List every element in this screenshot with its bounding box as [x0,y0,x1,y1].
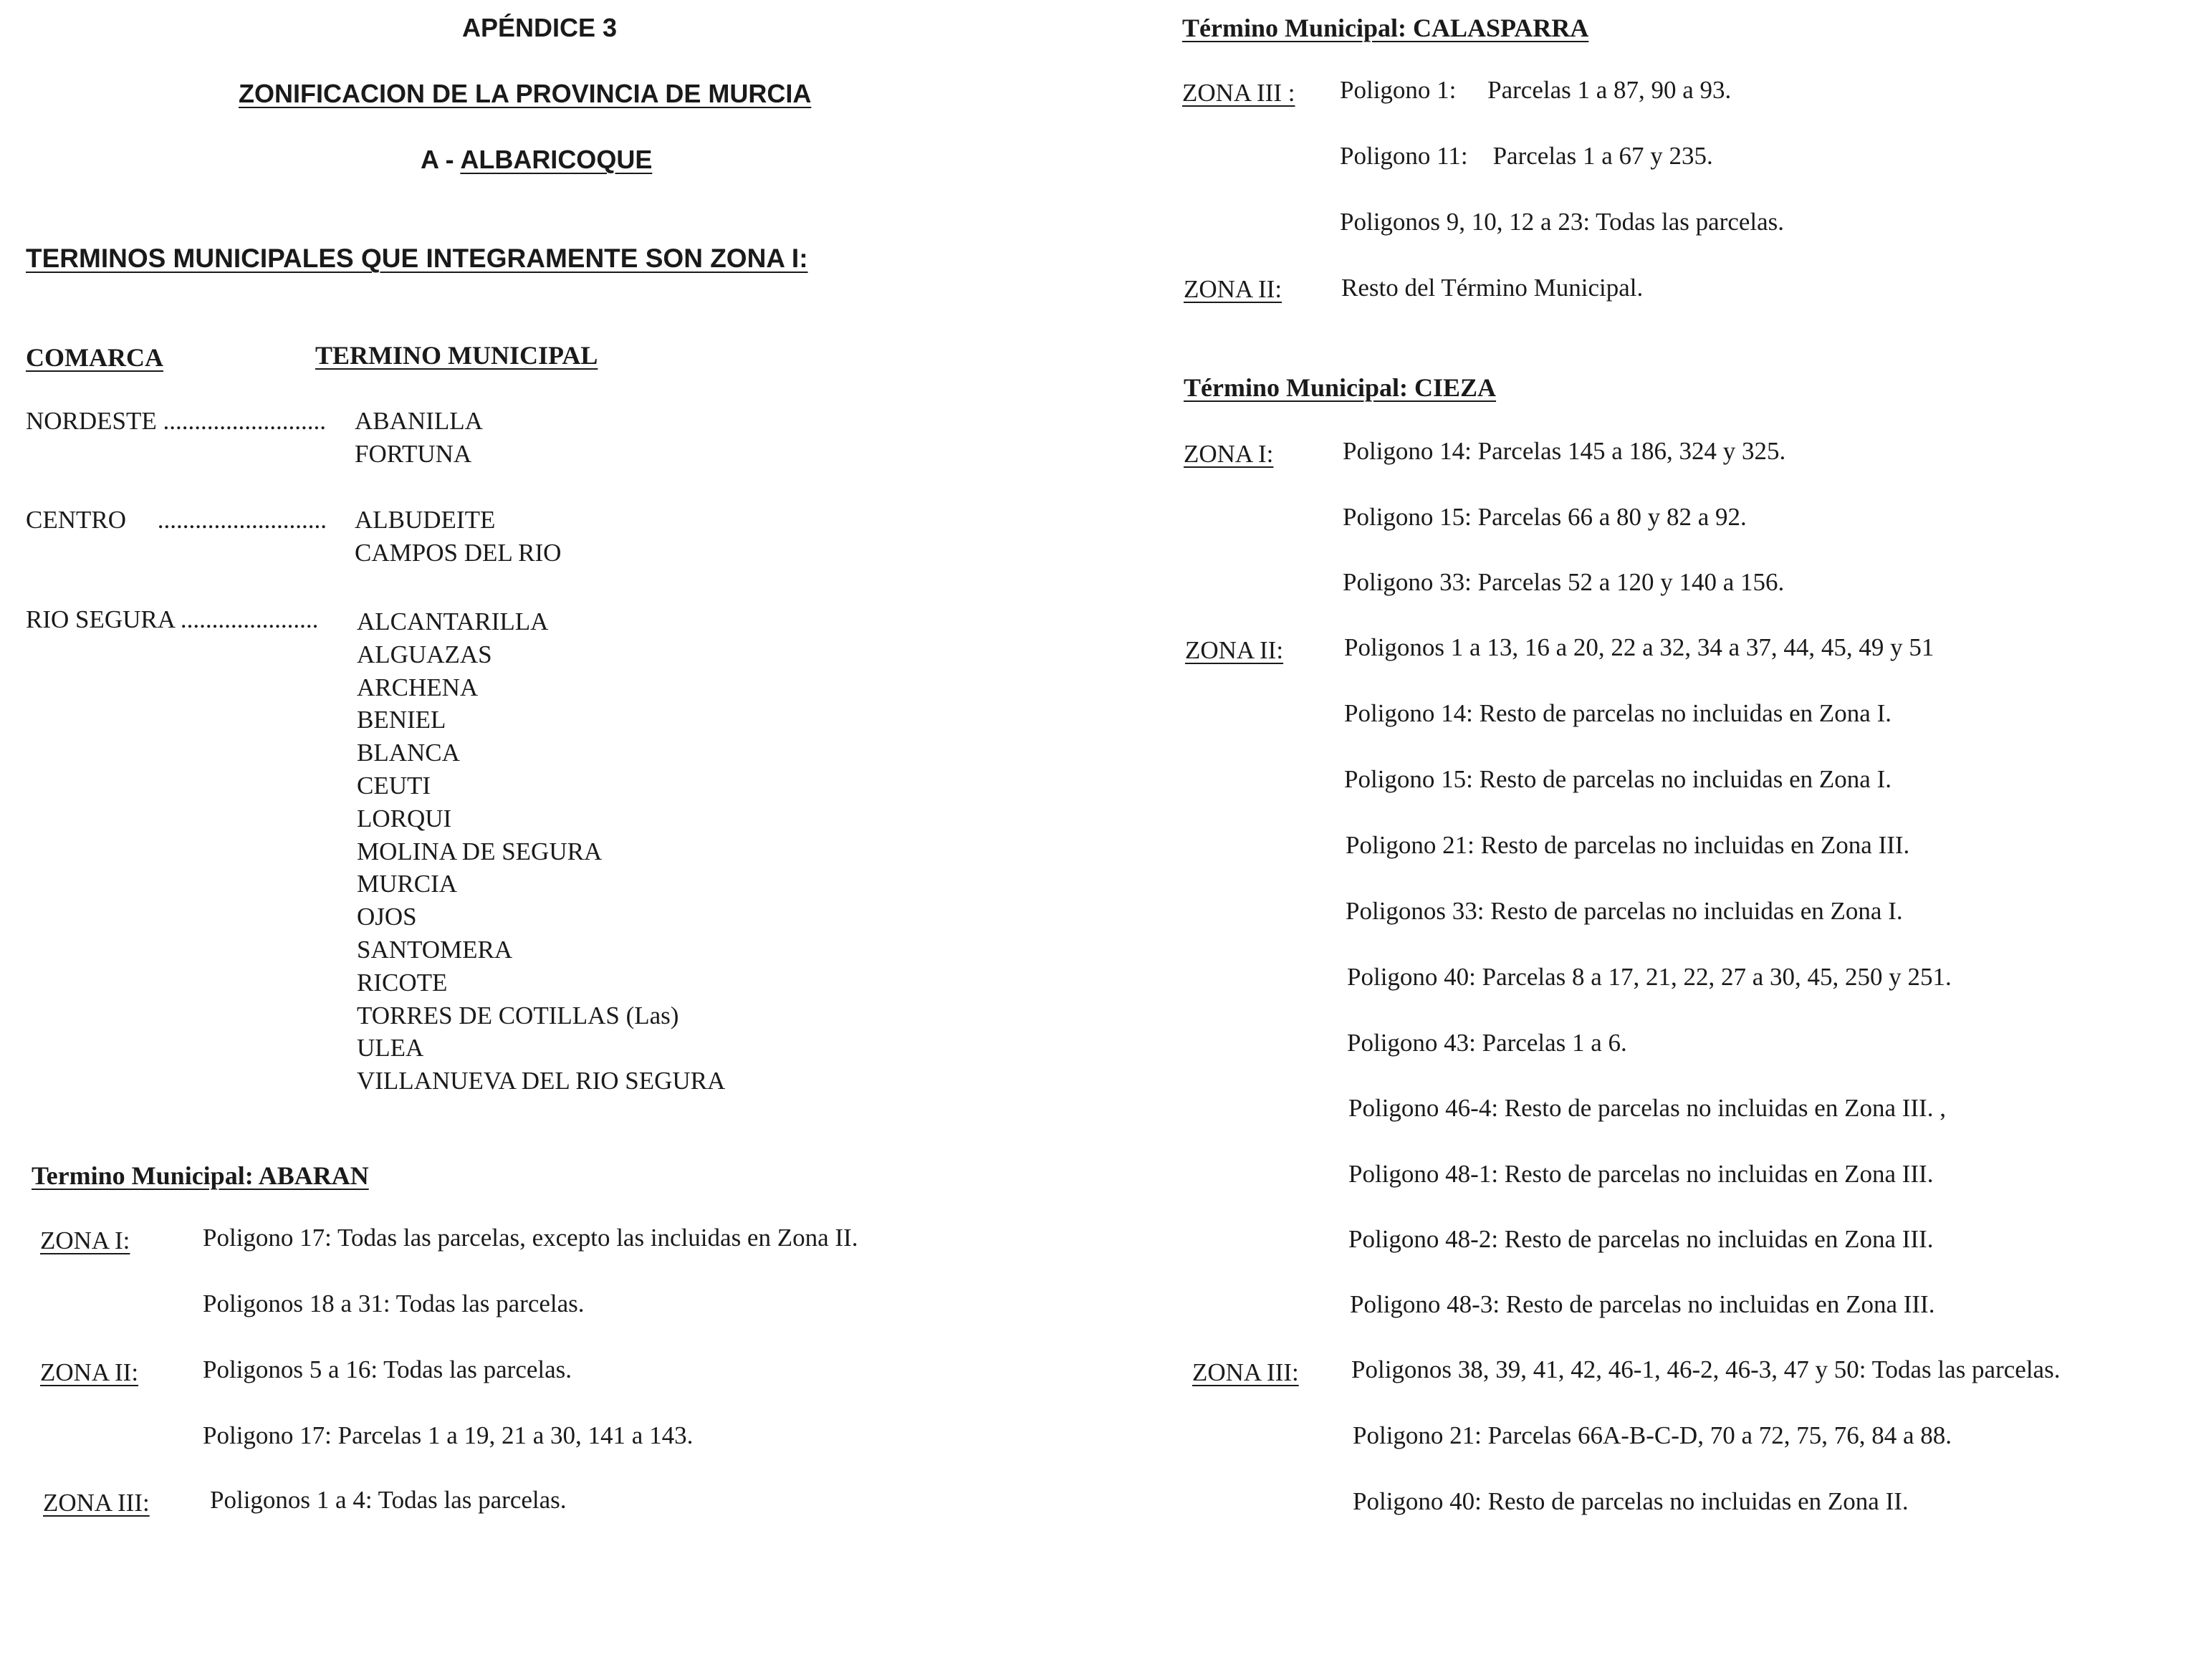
abaran-heading: Termino Municipal: ABARAN [32,1161,369,1190]
zona-line: Poligonos 9, 10, 12 a 23: Todas las parcelas. [1340,208,1785,236]
zona-line: Poligonos 38, 39, 41, 42, 46-1, 46-2, 46-3, 47 y 50: Todas las parcelas. [1351,1355,2061,1383]
municipio-item: ULEA [357,1034,424,1062]
municipio-item: RICOTE [357,968,448,997]
municipio-item: MURCIA [357,870,458,898]
zona-line: Poligono 11: Parcelas 1 a 67 y 235. [1340,142,1713,170]
zona-label: ZONA I: [1184,440,1274,468]
calasparra-heading: Término Municipal: CALASPARRA [1182,14,1589,42]
comarca-name: RIO SEGURA [26,605,175,633]
zona-line: Poligonos 1 a 4: Todas las parcelas. [210,1486,567,1514]
zona-label: ZONA III : [1182,79,1295,107]
municipio-item: BENIEL [357,706,446,734]
zona-line: Poligono 48-1: Resto de parcelas no incluidas en Zona III. [1348,1160,1934,1188]
zona-line: Poligonos 5 a 16: Todas las parcelas. [203,1355,572,1383]
zona-label: ZONA III: [1192,1358,1299,1386]
zona-line: Poligono 48-3: Resto de parcelas no incluidas en Zona III. [1350,1290,1935,1318]
crop-name: ALBARICOQUE [460,145,653,174]
municipio-item: CAMPOS DEL RIO [355,539,562,567]
municipio-item: ALCANTARILLA [357,608,549,635]
section-heading: TERMINOS MUNICIPALES QUE INTEGRAMENTE SON ZONA I: [26,244,808,273]
zona-line: Poligono 17: Todas las parcelas, excepto las incluidas en Zona II. [203,1224,858,1252]
zona-label: ZONA III: [43,1489,150,1517]
municipio-item: MOLINA DE SEGURA [357,837,603,865]
comarca-name: NORDESTE [26,407,157,435]
municipio-item: VILLANUEVA DEL RIO SEGURA [357,1067,726,1095]
document-subtitle: ZONIFICACION DE LA PROVINCIA DE MURCIA [239,79,812,108]
municipio-item: LORQUI [357,804,452,832]
cieza-heading: Término Municipal: CIEZA [1184,373,1497,402]
zona-label: ZONA II: [40,1358,139,1386]
comarca-row [26,506,327,534]
comarca-name: CENTRO [26,506,126,534]
zona-line: Poligono 15: Parcelas 66 a 80 y 82 a 92. [1343,503,1747,531]
municipio-item: BLANCA [357,739,460,767]
municipio-item: ALBUDEITE [355,506,496,534]
municipio-item: SANTOMERA [357,935,513,964]
municipio-item: FORTUNA [355,440,472,468]
comarca-row [26,407,326,436]
zona-label: ZONA II: [1185,636,1284,664]
zona-line: Poligonos 1 a 13, 16 a 20, 22 a 32, 34 a 37, 44, 45, 49 y 51 [1344,633,1934,661]
zona-line: Poligono 15: Resto de parcelas no incluidas en Zona I. [1344,765,1892,793]
zona-line: Resto del Término Municipal. [1341,274,1644,302]
leader-dots: ........................... [157,506,327,534]
zona-line: Poligono 40: Resto de parcelas no incluidas en Zona II. [1353,1487,1909,1515]
appendix-title: APÉNDICE 3 [462,13,618,42]
municipio-item: ABANILLA [355,407,483,435]
zona-line: Poligono 17: Parcelas 1 a 19, 21 a 30, 141 a 143. [203,1421,694,1449]
zona-line: Poligono 14: Parcelas 145 a 186, 324 y 325. [1343,437,1786,465]
comarca-row [26,605,318,634]
col-comarca-header: COMARCA [26,343,163,372]
zona-label: ZONA II: [1184,275,1282,303]
zona-line: Poligono 33: Parcelas 52 a 120 y 140 a 156. [1343,568,1785,596]
zona-line: Poligono 46-4: Resto de parcelas no incluidas en Zona III. , [1348,1094,1946,1122]
crop-title [421,145,652,175]
municipio-item: ARCHENA [357,673,479,701]
zona-line: Poligono 14: Resto de parcelas no incluidas en Zona I. [1344,699,1892,727]
zona-line: Poligono 48-2: Resto de parcelas no incluidas en Zona III. [1348,1225,1934,1253]
leader-dots: ...................... [180,605,319,633]
municipio-item: TORRES DE COTILLAS (Las) [357,1001,679,1029]
zona-line: Poligono 40: Parcelas 8 a 17, 21, 22, 27 a 30, 45, 250 y 251. [1347,963,1952,991]
zona-line: Poligono 21: Resto de parcelas no incluidas en Zona III. [1346,831,1910,859]
zona-label: ZONA I: [40,1227,130,1254]
zona-line: Poligono 43: Parcelas 1 a 6. [1347,1029,1627,1057]
leader-dots: .......................... [163,407,327,435]
col-termino-header: TERMINO MUNICIPAL [315,341,598,370]
zona-line: Poligonos 18 a 31: Todas las parcelas. [203,1290,585,1317]
municipio-item: CEUTI [357,771,431,800]
crop-prefix: A - [421,145,461,174]
municipio-list [357,605,725,1098]
zona-line: Poligono 1: Parcelas 1 a 87, 90 a 93. [1340,76,1732,104]
municipio-item: OJOS [357,903,417,931]
zona-line: Poligonos 33: Resto de parcelas no incluidas en Zona I. [1346,897,1903,925]
municipio-item: ALGUAZAS [357,640,492,668]
zona-line: Poligono 21: Parcelas 66A-B-C-D, 70 a 72, 75, 76, 84 a 88. [1353,1421,1952,1449]
